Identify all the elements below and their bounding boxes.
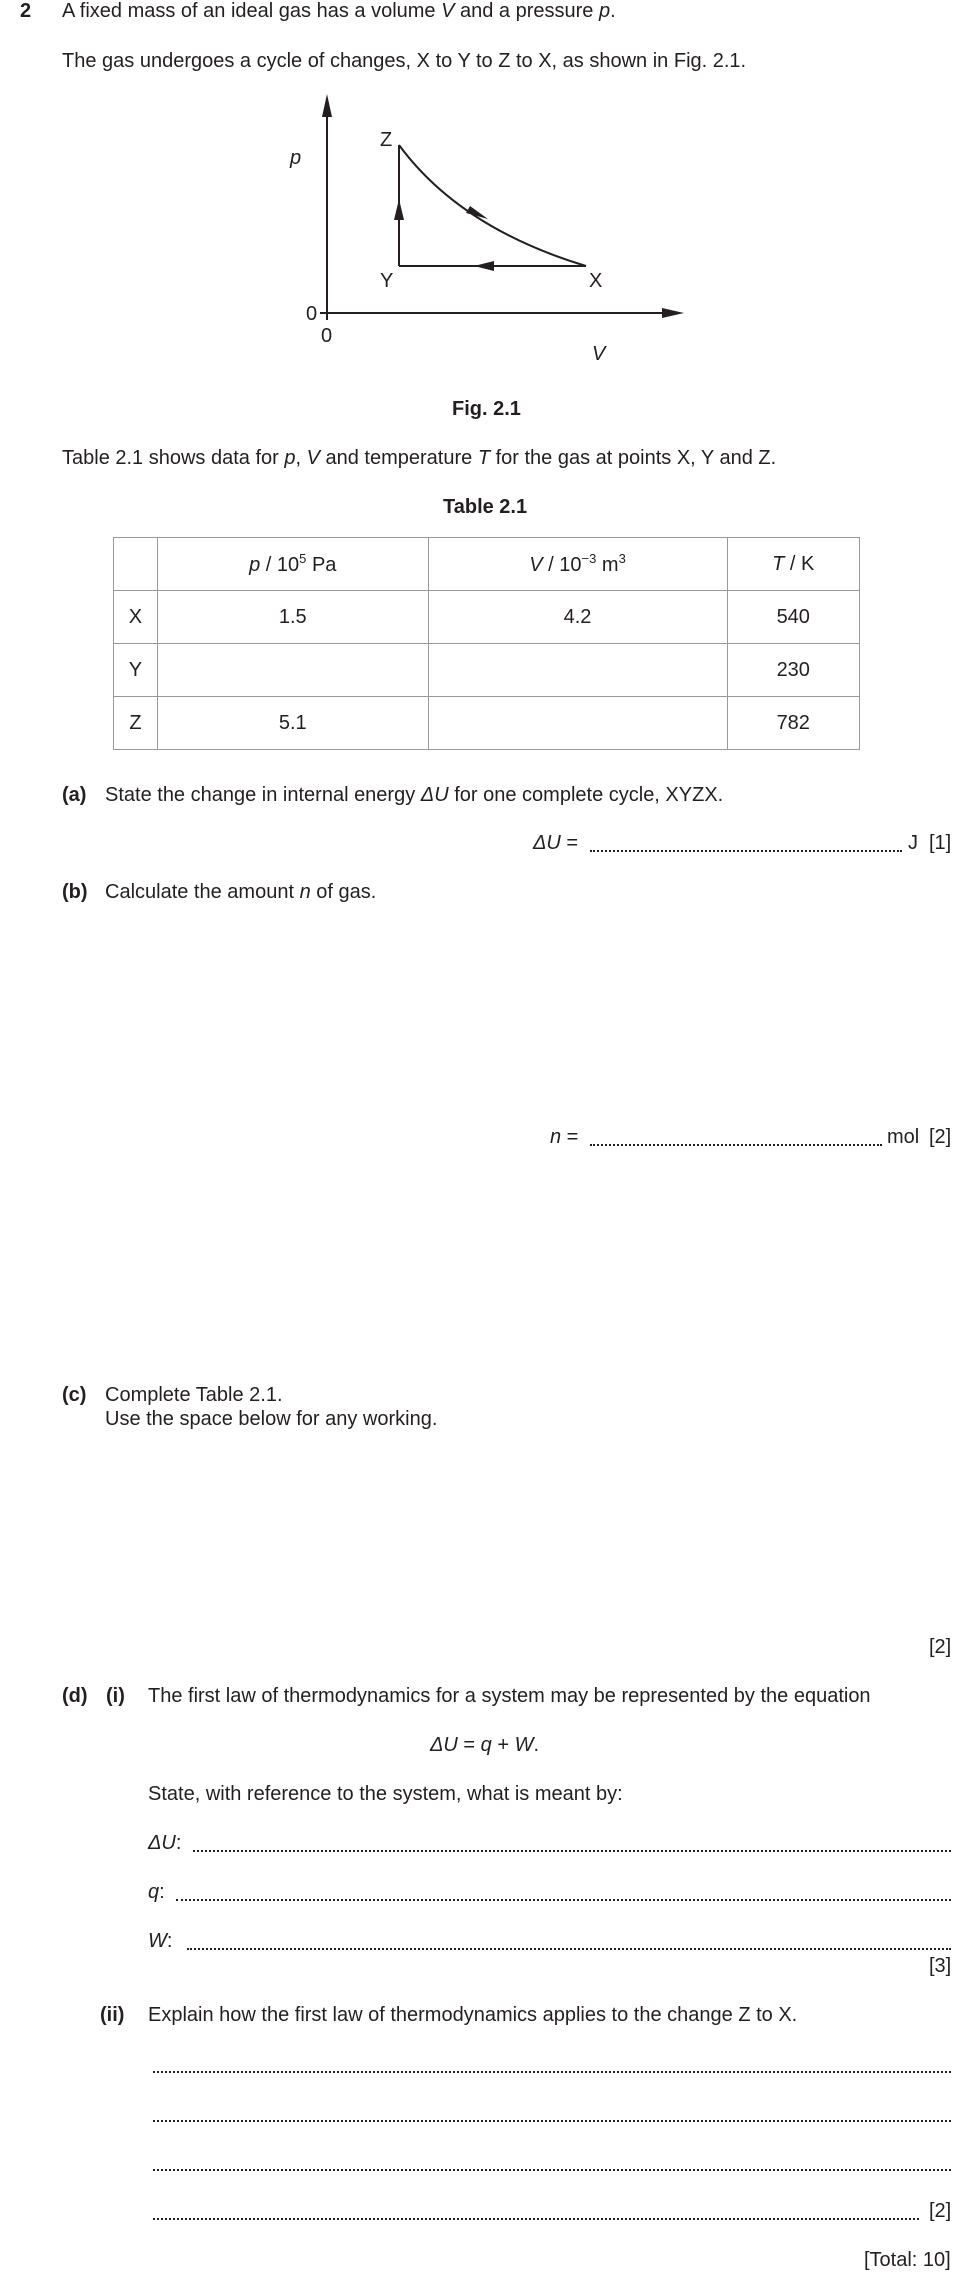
header-empty — [114, 538, 158, 591]
y-axis-label: p — [290, 147, 302, 169]
part-a-answer-line[interactable] — [590, 850, 902, 852]
path-z-to-x — [399, 145, 586, 266]
part-d-i-marks: [3] — [929, 1955, 952, 1977]
answer-line-w[interactable] — [187, 1948, 951, 1950]
part-d-i-label: (i) — [106, 1685, 125, 1707]
part-d-label: (d) — [62, 1685, 88, 1707]
answer-line-ii-1[interactable] — [153, 2071, 951, 2073]
cell-pressure[interactable] — [157, 644, 428, 697]
row-label: Y — [114, 644, 158, 697]
part-b-question: Calculate the amount n of gas. — [105, 881, 377, 903]
part-c-line-1: Complete Table 2.1. — [105, 1384, 283, 1406]
arrow-y-to-z — [394, 199, 404, 220]
cell-temperature: 782 — [727, 697, 860, 750]
cell-volume[interactable] — [428, 644, 727, 697]
point-y-label: Y — [380, 270, 394, 292]
part-d-ii-question: Explain how the first law of thermodynamics applies to the change Z to X. — [148, 2004, 798, 2026]
table-intro: Table 2.1 shows data for p, V and temperature T for the gas at points X, Y and Z. — [62, 447, 777, 469]
part-b-label: (b) — [62, 881, 88, 903]
cell-volume[interactable] — [428, 697, 727, 750]
part-b-unit: mol — [887, 1126, 920, 1148]
answer-line-q[interactable] — [176, 1899, 951, 1901]
part-b-answer-label: n = — [550, 1126, 579, 1148]
x-axis-arrow — [662, 308, 684, 318]
point-z-label: Z — [380, 129, 393, 151]
part-d-i-question: The first law of thermodynamics for a system may be represented by the equation — [148, 1685, 871, 1707]
answer-line-ii-3[interactable] — [153, 2169, 951, 2171]
question-number: 2 — [20, 0, 32, 22]
table-row-z — [114, 697, 860, 750]
pv-diagram — [0, 0, 972, 380]
arrow-x-to-y — [474, 261, 494, 271]
answer-line-ii-2[interactable] — [153, 2120, 951, 2122]
part-c-line-2: Use the space below for any working. — [105, 1408, 438, 1430]
question-intro-2: The gas undergoes a cycle of changes, X to Y to Z to X, as shown in Fig. 2.1. — [62, 50, 747, 72]
header-pressure: p / $10^5$ Pa — [157, 538, 428, 591]
part-a-question: State the change in internal energy ΔU for one complete cycle, XYZX. — [105, 784, 724, 806]
part-a-answer-label: ΔU = — [533, 832, 579, 854]
first-law-equation: ΔU = q + W. — [430, 1734, 540, 1756]
term-w: W: — [148, 1930, 173, 1952]
question-intro-1: A fixed mass of an ideal gas has a volume V and a pressure p. — [62, 0, 616, 22]
cell-volume: 4.2 — [428, 591, 727, 644]
row-label: Z — [114, 697, 158, 750]
data-table — [113, 537, 860, 750]
row-label: X — [114, 591, 158, 644]
part-b-marks: [2] — [929, 1126, 952, 1148]
part-c-marks: [2] — [929, 1636, 952, 1658]
term-q: q: — [148, 1881, 165, 1903]
part-d-i-state: State, with reference to the system, what is meant by: — [148, 1783, 623, 1805]
term-delta-u: ΔU: — [148, 1832, 182, 1854]
part-d-ii-marks: [2] — [929, 2200, 952, 2222]
cell-pressure: 1.5 — [157, 591, 428, 644]
total-marks: [Total: 10] — [864, 2249, 951, 2271]
answer-line-delta-u[interactable] — [193, 1850, 951, 1852]
part-b-answer-line[interactable] — [590, 1144, 882, 1146]
answer-line-ii-4[interactable] — [153, 2218, 919, 2220]
origin-x-label: 0 — [321, 325, 333, 347]
cell-temperature: 540 — [727, 591, 860, 644]
part-a-label: (a) — [62, 784, 87, 806]
table-row-x — [114, 591, 860, 644]
table-title: Table 2.1 — [443, 496, 528, 518]
table-header-row — [114, 538, 860, 591]
part-d-ii-label: (ii) — [100, 2004, 125, 2026]
figure-caption: Fig. 2.1 — [452, 398, 521, 420]
part-a-marks: [1] — [929, 832, 952, 854]
table-row-y — [114, 644, 860, 697]
header-volume: V / $10^{-3}$ $m^3$ — [428, 538, 727, 591]
point-x-label: X — [589, 270, 603, 292]
header-temperature: T / K — [727, 538, 860, 591]
part-c-label: (c) — [62, 1384, 87, 1406]
cell-pressure: 5.1 — [157, 697, 428, 750]
cell-temperature: 230 — [727, 644, 860, 697]
x-axis-label: V — [592, 343, 606, 365]
part-a-unit: J — [908, 832, 918, 854]
y-axis-arrow — [322, 94, 332, 117]
origin-y-label: 0 — [306, 303, 318, 325]
